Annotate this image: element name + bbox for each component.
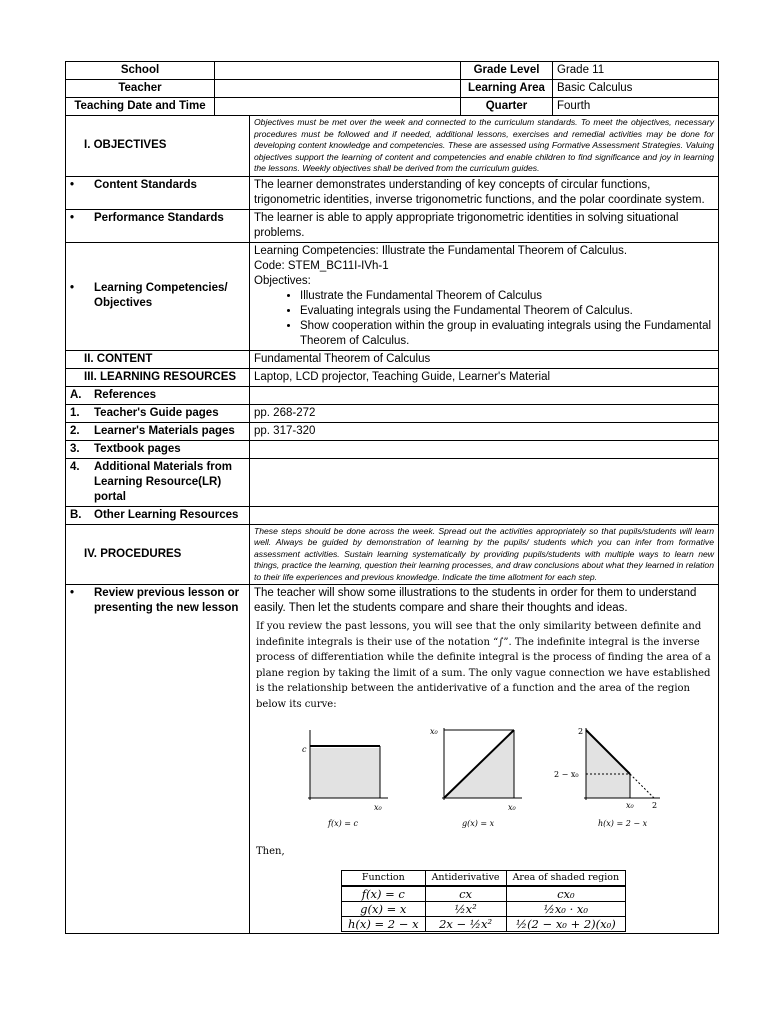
- item-number: A.: [70, 388, 82, 401]
- procedures-note: These steps should be done across the week. Spread out the activities appropriately so that pupils/students will learn well. Always be guided by demonstration of learning by the pupils/ students which you can infer from formative assessment activities. Sustain learning systematically by providing pupils/students with multiple ways to learn new things, practice the learning, question their learning processes, and draw conclusions about what they learned in relation to their life experiences and previous knowledge. Indicate the time allotment for each step.: [250, 524, 719, 585]
- graph-caption: f(x) = c: [328, 819, 358, 828]
- performance-standards-text: The learner is able to apply appropriate trigonometric identities in solving situational problems.: [250, 209, 719, 242]
- bullet: •: [70, 211, 75, 224]
- date-value: [215, 98, 461, 116]
- y-mid-label: 2 − x₀: [554, 770, 579, 779]
- table-cell: cx: [425, 886, 506, 902]
- other-resources-label: Other Learning Resources: [94, 508, 239, 521]
- area-graphs: [254, 726, 714, 844]
- resources-row: [66, 368, 719, 386]
- review-row: [66, 585, 719, 934]
- content-label: II. CONTENT: [66, 350, 250, 368]
- objectives-row: [66, 116, 719, 177]
- x-label: x₀: [508, 803, 516, 812]
- list-item: • Illustrate the Fundamental Theorem of Calculus: [300, 289, 714, 304]
- teachers-guide-value: pp. 268-272: [250, 404, 719, 422]
- shaded-region: [310, 748, 380, 798]
- table-row: [342, 916, 626, 931]
- performance-standards-label: Performance Standards: [94, 211, 224, 224]
- procedures-label: IV. PROCEDURES: [66, 524, 250, 585]
- content-row: [66, 350, 719, 368]
- lesson-plan-table: [65, 61, 719, 934]
- antiderivative-table: [341, 870, 626, 932]
- resources-label: III. LEARNING RESOURCES: [66, 368, 250, 386]
- graph-linear-function: [550, 726, 670, 834]
- graph-caption: h(x) = 2 − x: [598, 819, 648, 828]
- grade-value: Grade 11: [553, 62, 719, 80]
- school-label: School: [66, 62, 215, 80]
- learners-materials-row: [66, 422, 719, 440]
- bullet: •: [70, 178, 75, 191]
- item-number: 4.: [70, 460, 80, 473]
- table-cell: ½x²: [425, 901, 506, 916]
- then-text: Then,: [256, 846, 285, 857]
- other-resources-row: [66, 506, 719, 524]
- table-row: [342, 901, 626, 916]
- header-row-date: [66, 98, 719, 116]
- y-top-label: 2: [578, 727, 584, 736]
- learners-materials-value: pp. 317-320: [250, 422, 719, 440]
- header-row-teacher: [66, 80, 719, 98]
- table-cell: g(x) = x: [342, 901, 426, 916]
- quarter-value: Fourth: [553, 98, 719, 116]
- grade-label: Grade Level: [461, 62, 553, 80]
- objectives-label: I. OBJECTIVES: [66, 116, 250, 177]
- column-header: Antiderivative: [425, 870, 506, 886]
- excerpt-passage: If you review the past lessons, you will see that the only similarity between definite and indefinite integrals is their use of the notation “∫”. The indefinite integral is the inverse process of differentiation while the definite integral is the process of finding the area of a plane region by taking the limit of a sum. The only vague connection we have established is the relationship between the antiderivative of a function and the area of the region below its curve:: [256, 621, 711, 710]
- column-header: Function: [342, 870, 426, 886]
- competencies-label: Learning Competencies/ Objectives: [94, 282, 228, 309]
- textbook-row: [66, 440, 719, 458]
- competencies-code: Code: STEM_BC11I-IVh-1: [254, 259, 389, 272]
- bullet: •: [70, 587, 75, 599]
- area-value: Basic Calculus: [553, 80, 719, 98]
- resources-value: Laptop, LCD projector, Teaching Guide, Learner's Material: [250, 368, 719, 386]
- additional-materials-row: [66, 458, 719, 506]
- references-row: [66, 386, 719, 404]
- review-label: Review previous lesson or presenting the new lesson: [94, 587, 240, 614]
- performance-standards-row: [66, 209, 719, 242]
- content-value: Fundamental Theorem of Calculus: [250, 350, 719, 368]
- textbook-label: Textbook pages: [94, 442, 181, 455]
- procedures-row: [66, 524, 719, 585]
- objectives-heading: Objectives:: [254, 274, 311, 287]
- content-standards-row: [66, 176, 719, 209]
- x2-label: 2: [652, 801, 658, 810]
- content-standards-text: The learner demonstrates understanding of key concepts of circular functions, trigonometric identities, inverse trigonometric functions, and the polar coordinate system.: [250, 176, 719, 209]
- competencies-line: Learning Competencies: Illustrate the Fundamental Theorem of Calculus.: [254, 244, 628, 257]
- review-text: The teacher will show some illustrations to the students in order for them to understand easily. Then let the students compare and share their thoughts and ideas.: [254, 587, 697, 614]
- table-cell: ½x₀ · x₀: [506, 901, 626, 916]
- content-standards-label: Content Standards: [94, 178, 197, 191]
- area-label: Learning Area: [461, 80, 553, 98]
- learners-materials-label: Learner's Materials pages: [94, 424, 235, 437]
- school-value: [215, 62, 461, 80]
- competencies-row: [66, 242, 719, 350]
- column-header: Area of shaded region: [506, 870, 626, 886]
- date-label: Teaching Date and Time: [66, 98, 215, 116]
- graph-caption: g(x) = x: [462, 819, 495, 828]
- additional-materials-label: Additional Materials from Learning Resource(LR) portal: [94, 460, 233, 503]
- objectives-list: [254, 289, 714, 349]
- quarter-label: Quarter: [461, 98, 553, 116]
- header-row-school: [66, 62, 719, 80]
- lesson-plan-sheet: [65, 61, 718, 934]
- list-item: • Evaluating integrals using the Fundamental Theorem of Calculus.: [300, 304, 714, 319]
- review-content: [250, 585, 719, 934]
- x-label: x₀: [374, 803, 382, 812]
- shaded-region: [586, 730, 630, 798]
- table-cell: 2x − ½x²: [425, 916, 506, 931]
- item-number: B.: [70, 508, 82, 521]
- y-label: c: [302, 745, 307, 754]
- teacher-value: [215, 80, 461, 98]
- table-cell: ½(2 − x₀ + 2)(x₀): [506, 916, 626, 931]
- textbook-excerpt: [254, 619, 714, 932]
- table-header-row: [342, 870, 626, 886]
- teachers-guide-label: Teacher's Guide pages: [94, 406, 219, 419]
- table-cell: cx₀: [506, 886, 626, 902]
- graph-identity-function: [430, 726, 530, 834]
- item-number: 3.: [70, 442, 80, 455]
- item-number: 1.: [70, 406, 80, 419]
- references-label: References: [94, 388, 157, 401]
- competencies-text: [250, 242, 719, 350]
- objectives-note: Objectives must be met over the week and connected to the curriculum standards. To meet the objectives, necessary procedures must be followed and if needed, additional lessons, exercises and remedial activities may be done for developing content knowledge and competencies. These are assessed using Formative Assessment Strategies. Valuing objectives support the learning of content and competencies and enable children to find significance and joy in learning the lessons. Weekly objectives shall be derived from the curriculum guides.: [250, 116, 719, 177]
- list-item: • Show cooperation within the group in evaluating integrals using the Fundamental Theorem of Calculus.: [300, 319, 714, 349]
- teachers-guide-row: [66, 404, 719, 422]
- table-row: [342, 886, 626, 902]
- teacher-label: Teacher: [66, 80, 215, 98]
- item-number: 2.: [70, 424, 80, 437]
- y-label: x₀: [430, 727, 438, 736]
- table-cell: h(x) = 2 − x: [342, 916, 426, 931]
- table-cell: f(x) = c: [342, 886, 426, 902]
- bullet: •: [70, 282, 75, 294]
- x0-label: x₀: [626, 801, 634, 810]
- graph-constant-function: [298, 726, 398, 834]
